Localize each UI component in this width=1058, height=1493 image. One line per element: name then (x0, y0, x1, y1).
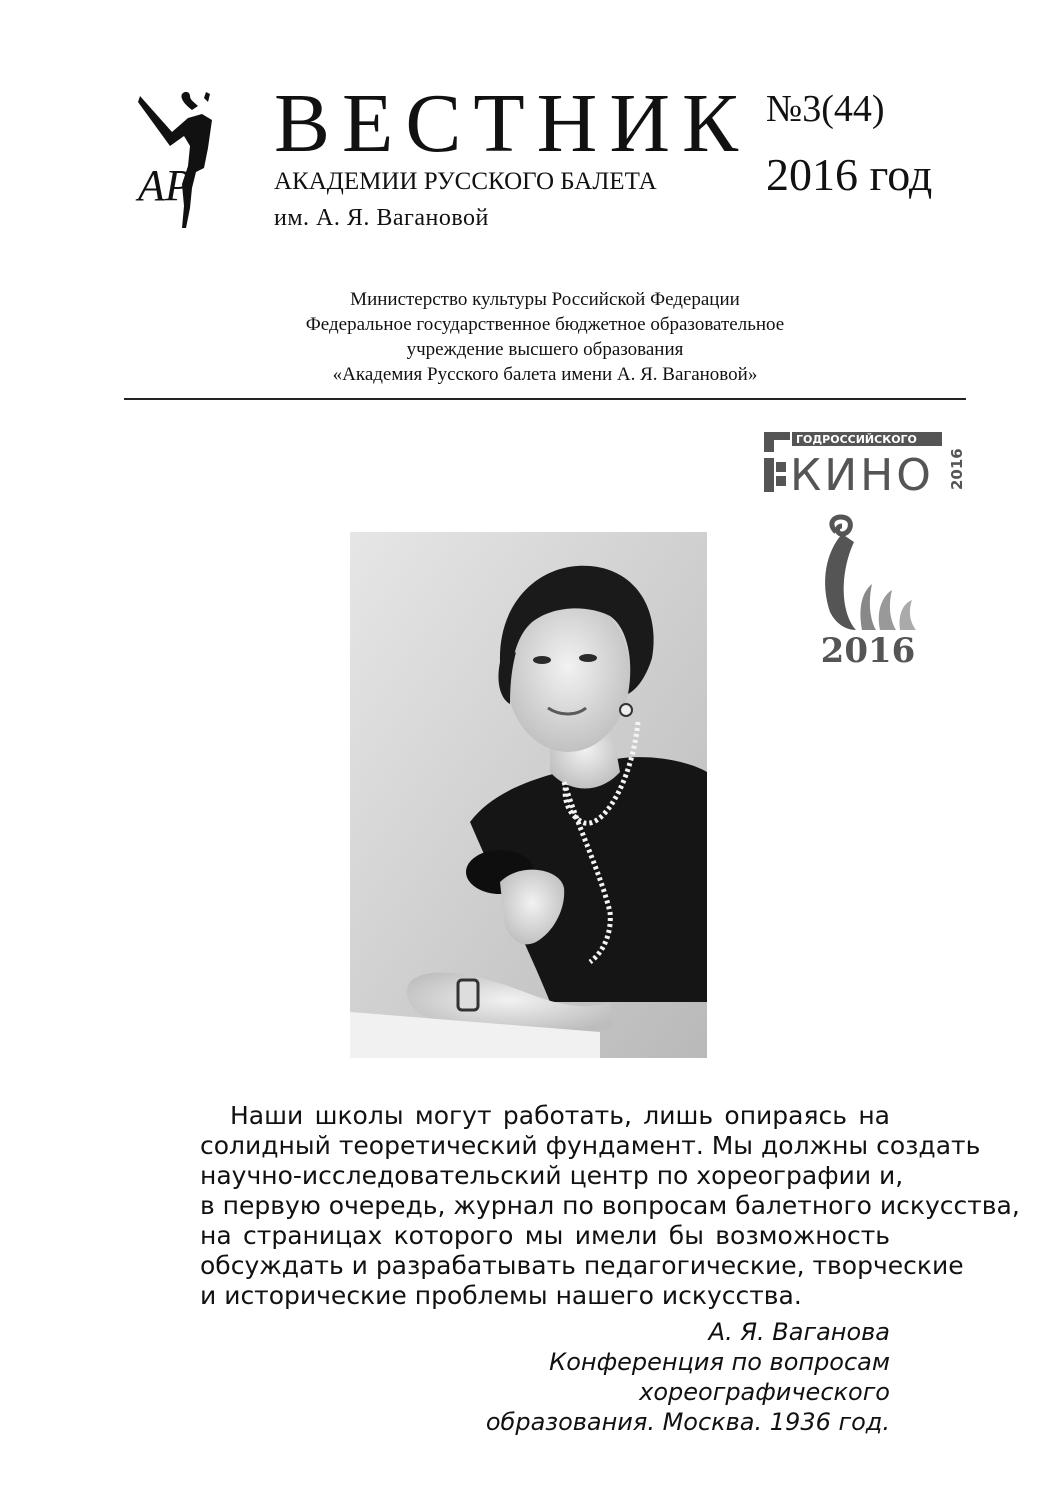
svg-text:АР: АР (138, 161, 192, 210)
institution-line: учреждение высшего образования (406, 339, 684, 360)
year-of-cinema-logo (764, 432, 966, 494)
journal-subtitle-name: им. А. Я. Вагановой (274, 205, 489, 231)
svg-text:ГОДРОССИЙСКОГО: ГОДРОССИЙСКОГО (796, 433, 917, 446)
svg-text:КИНО: КИНО (790, 450, 934, 494)
institution-block (130, 287, 960, 387)
quote-line: в первую очередь, журнал по вопросам балетного искусства, (200, 1191, 1020, 1220)
quote-attribution (300, 1317, 890, 1437)
quote-line: Наши школы могут работать, лишь опираясь на (230, 1101, 890, 1130)
quote-author: А. Я. Ваганова (708, 1318, 890, 1346)
journal-subtitle: АКАДЕМИИ РУССКОГО БАЛЕТА (274, 168, 657, 195)
portrait-photo (350, 532, 707, 1058)
quote-source: Конференция по вопросам хореографического (549, 1348, 890, 1406)
year-2016-emblem (806, 512, 930, 670)
quote-line: и исторические проблемы нашего искусства. (200, 1281, 802, 1310)
issue-year: 2016 год (766, 149, 933, 200)
academy-logo (132, 88, 232, 238)
svg-text:2016: 2016 (820, 631, 916, 670)
institution-line: Федеральное государственное бюджетное образовательное (305, 314, 785, 335)
quote-text (200, 1101, 1020, 1311)
quote-line: на страницах которого мы имели бы возможность (200, 1221, 890, 1250)
svg-text:2016: 2016 (948, 448, 966, 490)
quote-line: обсуждать и разрабатывать педагогические, творческие (200, 1251, 964, 1280)
quote-line: солидный теоретический фундамент. Мы должны создать (200, 1131, 981, 1160)
institution-line: Министерство культуры Российской Федерации (350, 289, 740, 310)
quote-source: образования. Москва. 1936 год. (485, 1408, 890, 1436)
issue-number: №3(44) (766, 88, 885, 130)
divider (124, 398, 966, 400)
institution-line: «Академия Русского балета имени А. Я. Вагановой» (332, 364, 758, 385)
journal-title: ВЕСТНИК (274, 77, 751, 170)
quote-line: научно-исследовательский центр по хореографии и, (200, 1161, 904, 1190)
